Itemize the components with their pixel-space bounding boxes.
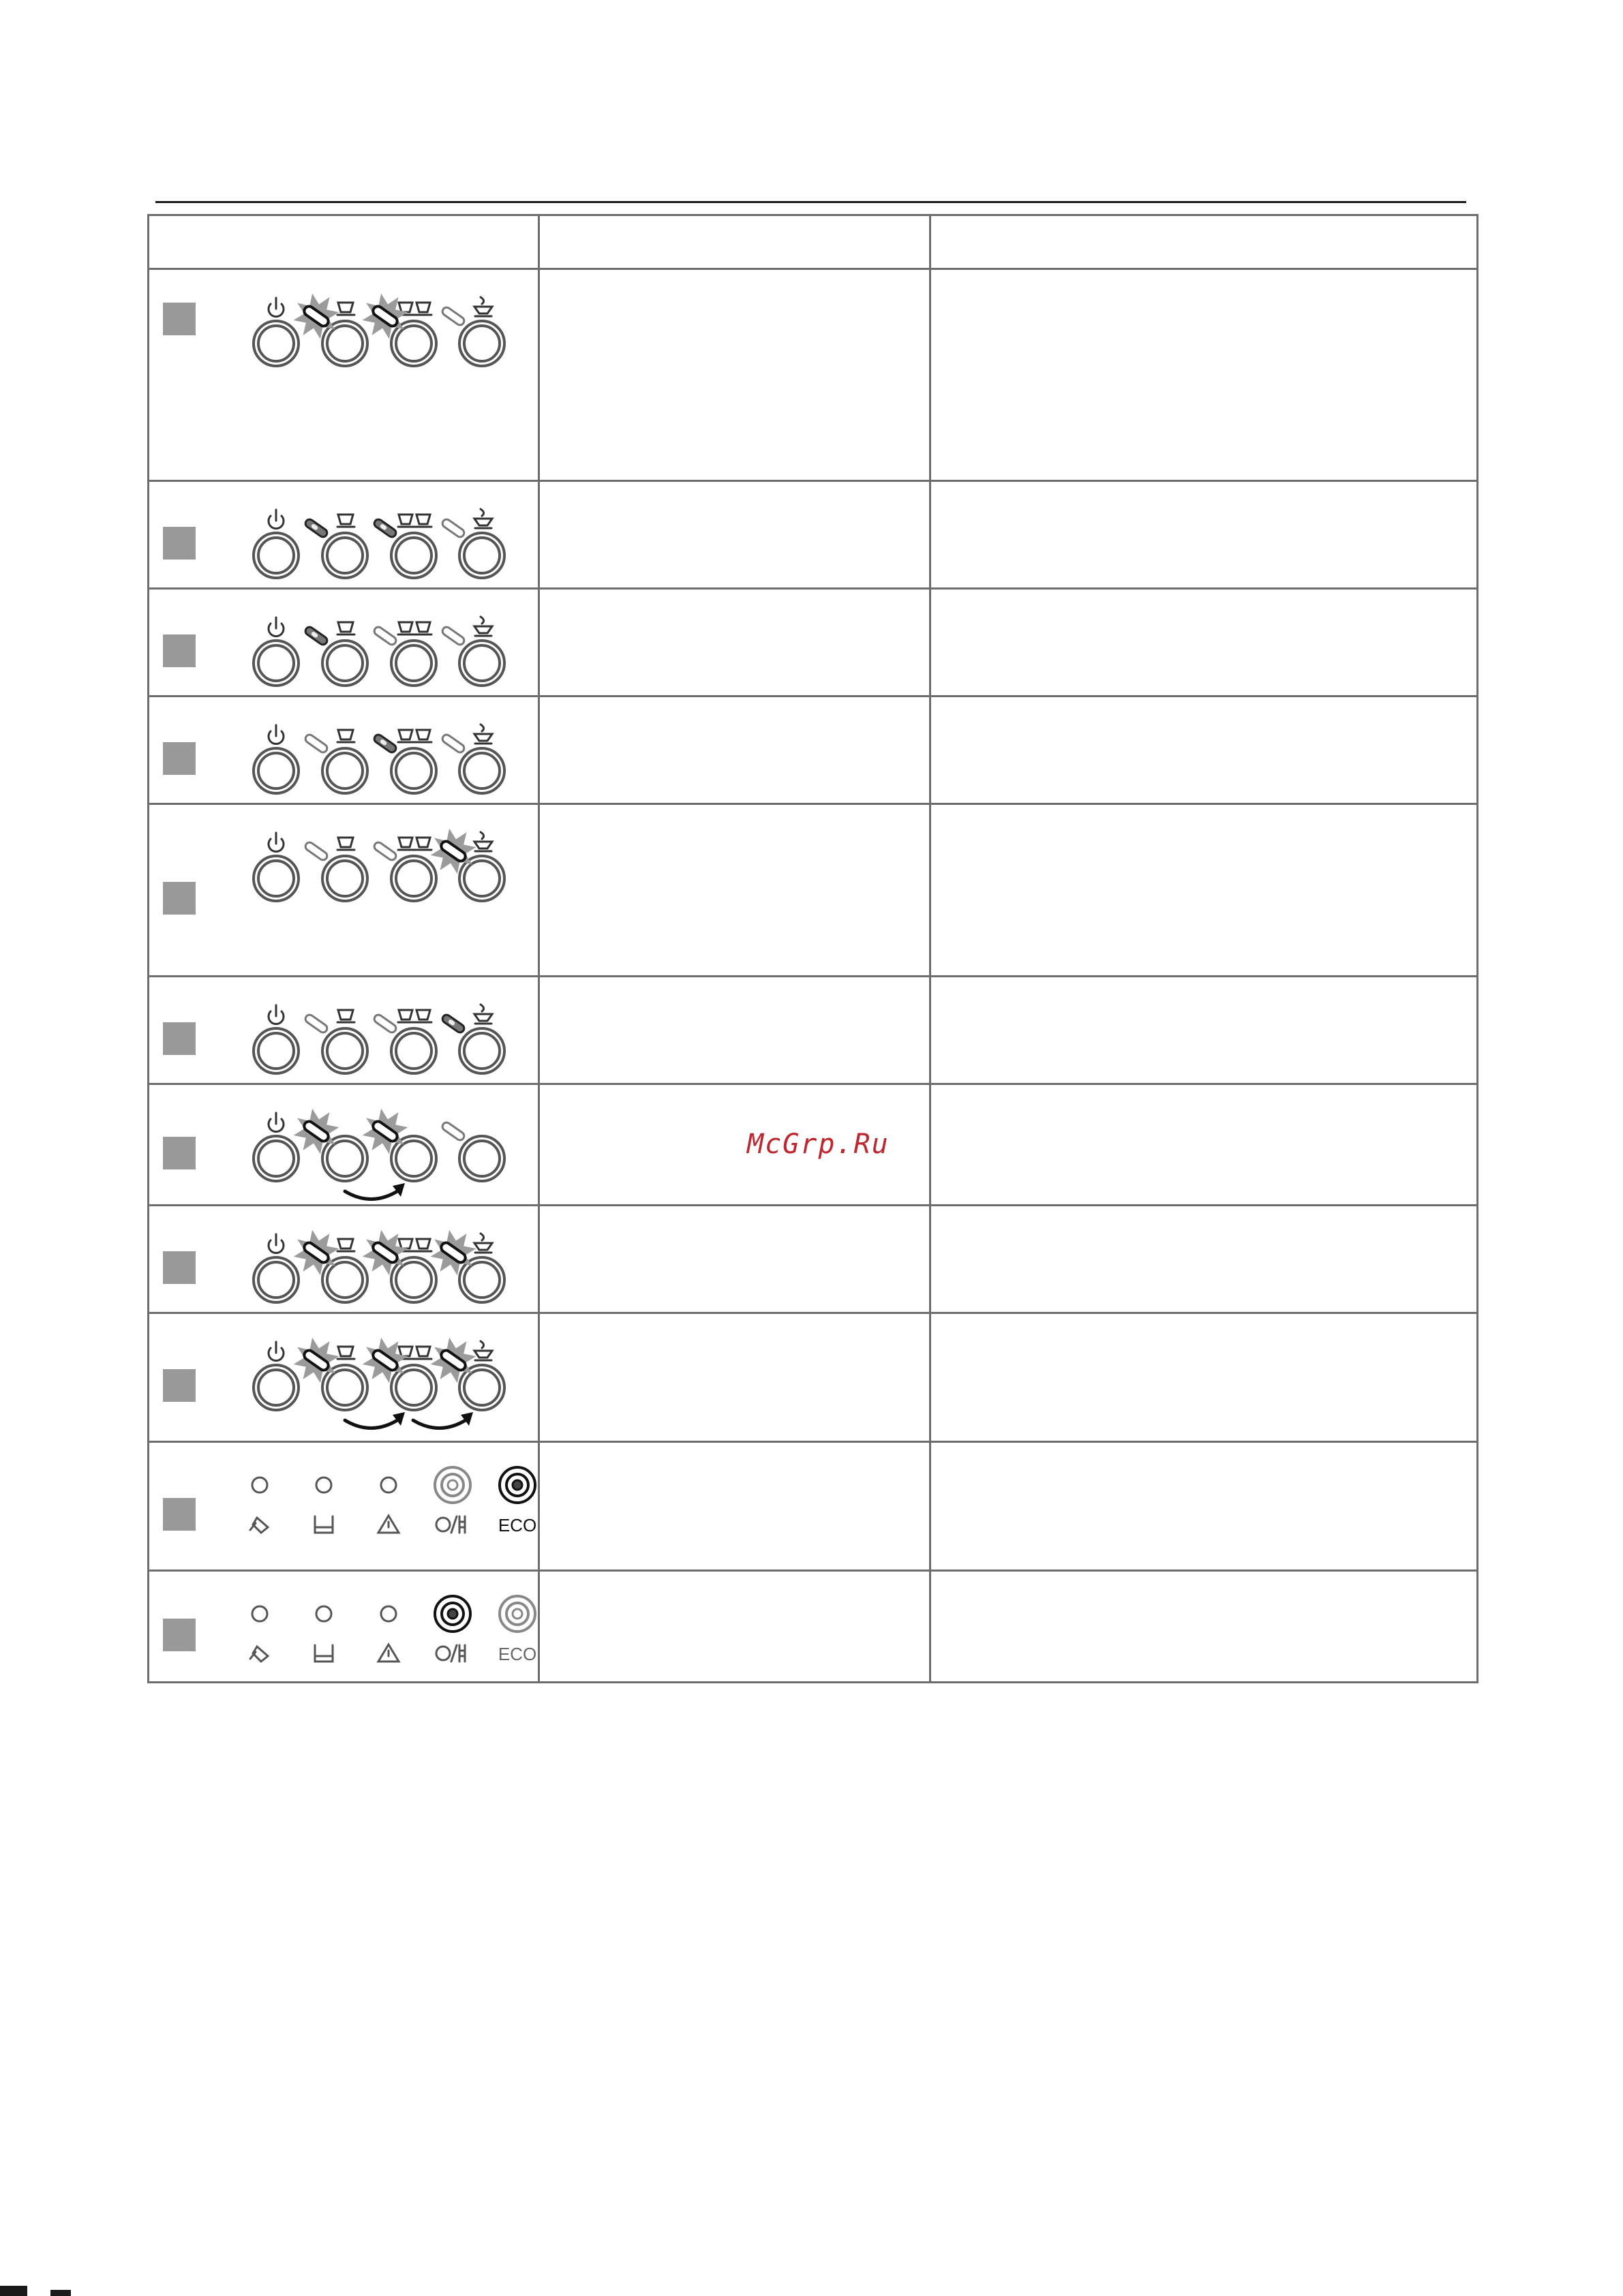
steam-icon [474, 297, 492, 316]
steam-wisp [481, 832, 484, 839]
status-cell [539, 589, 930, 697]
steam-wisp [481, 1005, 484, 1011]
header-cell-meaning [539, 215, 930, 269]
single-cup-icon [337, 622, 354, 634]
cup-shape [338, 515, 353, 524]
cup-shape [338, 1239, 353, 1249]
single-cup-icon [337, 1239, 354, 1251]
cup-shape [399, 1347, 412, 1356]
single-cup-icon [337, 730, 354, 742]
control-panel-illustration [2, 482, 391, 587]
button-inner-ring [396, 326, 431, 361]
button-inner-ring [396, 538, 431, 573]
indicator-3 [381, 1478, 396, 1493]
button-inner-ring [258, 1141, 294, 1176]
button-inner-ring [327, 753, 363, 789]
indicator-dot [448, 1480, 457, 1490]
cup-shape [416, 622, 430, 632]
descale-disc [436, 1647, 450, 1660]
panel-button-1[interactable] [254, 1028, 299, 1073]
button-inner-ring [396, 1033, 431, 1069]
control-panel-illustration [2, 270, 391, 480]
indicator-lamp [252, 1606, 267, 1621]
cup-shape [474, 1351, 492, 1358]
control-panel-illustration [2, 805, 391, 975]
panel-button-1[interactable] [254, 748, 299, 793]
cup-shape [416, 730, 430, 739]
button-inner-ring [258, 1370, 294, 1405]
button-inner-ring [327, 1262, 363, 1298]
descale-slash [451, 1645, 457, 1662]
power-icon [269, 1005, 284, 1024]
cup-shape [474, 307, 492, 313]
table-row [149, 269, 1478, 481]
cup-shape [416, 1239, 430, 1249]
led-off [373, 626, 397, 646]
indicator-panel-illustration [2, 1572, 537, 1681]
button-inner-ring [258, 753, 294, 789]
cup-shape [399, 303, 412, 312]
led-bar [441, 733, 466, 754]
descale-slash [451, 1516, 457, 1533]
indicator-lamp [316, 1606, 331, 1621]
panel-button-3[interactable] [391, 748, 436, 793]
indicator-cell [149, 697, 539, 804]
double-cup-icon [398, 622, 431, 634]
table-row [149, 977, 1478, 1084]
button-inner-ring [258, 538, 294, 573]
power-icon [269, 1342, 284, 1361]
table-row [149, 697, 1478, 804]
descale-disc [436, 1518, 450, 1531]
status-cell [539, 1206, 930, 1313]
led-bar [373, 626, 397, 646]
steam-wisp [481, 509, 484, 516]
panel-button-1[interactable] [254, 1257, 299, 1302]
action-cell [930, 589, 1478, 697]
cup-shape [474, 626, 492, 633]
cup-shape [338, 1347, 353, 1356]
led-off [441, 306, 466, 326]
header-cell-indicator [149, 215, 539, 269]
indicator-4 [435, 1596, 470, 1632]
indicator-lamp [252, 1478, 267, 1493]
table-row [149, 589, 1478, 697]
double-cup-icon [398, 515, 431, 527]
indicator-cell [149, 1442, 539, 1571]
button-inner-ring [464, 861, 500, 896]
indicator-legend-table [147, 214, 1478, 1683]
sequence-arrow-icon [345, 1183, 405, 1199]
page-corner-mark [0, 2283, 75, 2296]
cup-shape [474, 842, 492, 848]
led-bar [441, 518, 466, 538]
led-off [304, 841, 329, 861]
cup-shape [338, 838, 353, 847]
led-on [441, 1013, 466, 1034]
button-inner-ring [464, 538, 500, 573]
single-cup-icon [337, 303, 354, 315]
button-inner-ring [327, 1033, 363, 1069]
steam-wisp [481, 297, 484, 304]
cup-shape [474, 1243, 492, 1250]
button-inner-ring [396, 753, 431, 789]
indicator-lamp [381, 1606, 396, 1621]
led-bar [441, 1121, 466, 1142]
status-cell [539, 269, 930, 481]
single-cup-icon [337, 1347, 354, 1359]
control-panel-illustration [2, 1206, 391, 1312]
double-cup-icon [398, 730, 431, 742]
eco-icon [498, 1644, 536, 1664]
cup-shape [416, 838, 430, 847]
tamper-icon [250, 1518, 268, 1533]
steam-wisp [481, 617, 484, 624]
power-icon [269, 617, 284, 637]
action-cell [930, 1571, 1478, 1683]
cup-shape [416, 1010, 430, 1020]
cup-shape [416, 515, 430, 524]
button-inner-ring [258, 326, 294, 361]
panel-button-2[interactable] [322, 856, 367, 901]
led-bar [441, 306, 466, 326]
indicator-cell [149, 269, 539, 481]
action-cell [930, 804, 1478, 977]
panel-button-1[interactable] [254, 856, 299, 901]
led-off [441, 1121, 466, 1142]
indicator-2 [316, 1478, 331, 1493]
button-inner-ring [327, 645, 363, 681]
status-cell [539, 804, 930, 977]
button-inner-ring [258, 645, 294, 681]
led-bar [304, 733, 329, 754]
panel-button-4[interactable] [459, 533, 504, 578]
steam-icon [474, 724, 492, 744]
panel-button-3[interactable] [391, 533, 436, 578]
sequence-arrow-icon [413, 1412, 473, 1428]
steam-wisp [481, 724, 484, 731]
led-on [373, 518, 397, 538]
button-inner-ring [258, 861, 294, 896]
cup-shape [399, 838, 412, 847]
cup-shape [416, 1347, 430, 1356]
cup-shape [399, 622, 412, 632]
panel-button-1[interactable] [254, 321, 299, 366]
led-bar [373, 841, 397, 861]
descale-icon [436, 1516, 465, 1533]
steam-icon [474, 617, 492, 636]
cup-shape [338, 730, 353, 739]
panel-button-3[interactable] [391, 641, 436, 686]
table-row [149, 1313, 1478, 1442]
led-off [304, 1013, 329, 1034]
power-icon [269, 1113, 284, 1132]
led-on [304, 518, 329, 538]
tamper-icon [250, 1647, 268, 1662]
drip-tray-icon [315, 1645, 333, 1662]
button-inner-ring [258, 1033, 294, 1069]
warning-icon [378, 1644, 399, 1662]
double-cup-icon [398, 838, 431, 850]
warning-icon [378, 1516, 399, 1533]
button-inner-ring [396, 645, 431, 681]
panel-button-1[interactable] [254, 533, 299, 578]
button-inner-ring [464, 1262, 500, 1298]
steam-wisp [481, 1341, 484, 1348]
sequence-arrow-icon [345, 1412, 405, 1428]
cup-shape [474, 519, 492, 525]
panel-button-4[interactable] [459, 1028, 504, 1073]
button-inner-ring [464, 753, 500, 789]
double-cup-icon [398, 1010, 431, 1022]
steam-wisp [481, 1234, 484, 1240]
led-off [441, 626, 466, 646]
indicator-5 [500, 1467, 535, 1503]
led-on [304, 626, 329, 646]
button-inner-ring [464, 645, 500, 681]
cup-shape [399, 1239, 412, 1249]
indicator-3 [381, 1606, 396, 1621]
indicator-cell [149, 1084, 539, 1206]
warning-shape [378, 1644, 399, 1662]
panel-button-2[interactable] [322, 533, 367, 578]
button-inner-ring [327, 1141, 363, 1176]
indicator-cell [149, 481, 539, 589]
arrow-shaft [413, 1419, 468, 1428]
panel-button-3[interactable] [391, 856, 436, 901]
control-panel-illustration [2, 977, 391, 1083]
led-on [373, 733, 397, 754]
panel-button-4[interactable] [459, 641, 504, 686]
descale-filter [459, 1645, 465, 1662]
action-cell [930, 1206, 1478, 1313]
panel-button-1[interactable] [254, 641, 299, 686]
steam-icon [474, 832, 492, 851]
led-bar [441, 626, 466, 646]
power-icon [269, 833, 284, 852]
table-row [149, 481, 1478, 589]
power-icon [269, 510, 284, 529]
arrow-shaft [345, 1190, 399, 1199]
indicator-cell [149, 804, 539, 977]
button-inner-ring [396, 1141, 431, 1176]
led-bar [304, 841, 329, 861]
status-cell [539, 1571, 930, 1683]
panel-button-4[interactable] [459, 1136, 504, 1181]
cup-shape [416, 303, 430, 312]
panel-button-2[interactable] [322, 641, 367, 686]
cup-shape [399, 515, 412, 524]
indicator-cell [149, 1313, 539, 1442]
power-icon [269, 725, 284, 744]
button-inner-ring [396, 861, 431, 896]
control-panel-illustration [2, 697, 391, 803]
button-inner-ring [327, 326, 363, 361]
indicator-cell [149, 589, 539, 697]
panel-button-2[interactable] [322, 1028, 367, 1073]
single-cup-icon [337, 838, 354, 850]
tamper-shape [250, 1518, 268, 1533]
cup-shape [399, 730, 412, 739]
table-header-row [149, 215, 1478, 269]
status-cell [539, 481, 930, 589]
indicator-dot [448, 1609, 457, 1619]
steam-icon [474, 1234, 492, 1253]
eco-label: ECO [498, 1644, 537, 1664]
steam-icon [474, 1005, 492, 1024]
action-cell [930, 269, 1478, 481]
led-off [373, 841, 397, 861]
indicator-5 [500, 1596, 535, 1632]
panel-button-1[interactable] [254, 1365, 299, 1410]
led-bar [373, 1013, 397, 1034]
cup-shape [338, 1010, 353, 1020]
action-cell [930, 977, 1478, 1084]
tamper-shape [250, 1647, 268, 1662]
panel-button-3[interactable] [391, 1028, 436, 1073]
status-cell [539, 1313, 930, 1442]
action-cell [930, 481, 1478, 589]
button-inner-ring [464, 1370, 500, 1405]
status-cell [539, 1442, 930, 1571]
drip-tray-icon [315, 1516, 333, 1533]
single-cup-icon [337, 1010, 354, 1022]
control-panel-illustration [2, 1085, 391, 1204]
indicator-dot [513, 1480, 522, 1490]
table-row [149, 1206, 1478, 1313]
tray-shape [315, 1516, 333, 1533]
action-cell [930, 697, 1478, 804]
indicator-panel-illustration [2, 1443, 537, 1570]
indicator-2 [316, 1606, 331, 1621]
panel-button-4[interactable] [459, 748, 504, 793]
descale-filter [459, 1516, 465, 1533]
power-icon [269, 1234, 284, 1253]
led-bar [304, 1013, 329, 1034]
button-inner-ring [327, 538, 363, 573]
indicator-cell [149, 1206, 539, 1313]
button-inner-ring [464, 326, 500, 361]
cup-shape [338, 622, 353, 632]
button-inner-ring [396, 1370, 431, 1405]
indicator-cell [149, 1571, 539, 1683]
led-off [441, 518, 466, 538]
button-inner-ring [258, 1262, 294, 1298]
led-off [373, 1013, 397, 1034]
arrow-shaft [345, 1419, 399, 1428]
indicator-4 [435, 1467, 470, 1503]
control-panel-illustration [2, 590, 391, 695]
indicator-dot [513, 1609, 522, 1619]
panel-button-4[interactable] [459, 321, 504, 366]
cup-shape [338, 303, 353, 312]
control-panel-illustration [2, 1314, 391, 1441]
eco-label: ECO [498, 1515, 537, 1535]
cup-shape [474, 734, 492, 741]
tray-shape [315, 1645, 333, 1662]
indicator-lamp [381, 1478, 396, 1493]
action-cell [930, 1313, 1478, 1442]
cup-shape [474, 1014, 492, 1021]
page-header-rule [155, 201, 1466, 203]
panel-button-2[interactable] [322, 748, 367, 793]
indicator-lamp [316, 1478, 331, 1493]
action-cell [930, 1084, 1478, 1206]
button-inner-ring [396, 1262, 431, 1298]
button-inner-ring [464, 1033, 500, 1069]
descale-icon [436, 1645, 465, 1662]
eco-icon [498, 1515, 536, 1535]
status-cell [539, 977, 930, 1084]
watermark: McGrp.Ru [747, 1129, 890, 1160]
button-inner-ring [464, 1141, 500, 1176]
indicator-1 [252, 1478, 267, 1493]
table-row [149, 1442, 1478, 1571]
steam-icon [474, 1341, 492, 1360]
steam-icon [474, 509, 492, 528]
action-cell [930, 1442, 1478, 1571]
power-icon [269, 298, 284, 317]
indicator-1 [252, 1606, 267, 1621]
panel-button-1[interactable] [254, 1136, 299, 1181]
button-inner-ring [327, 861, 363, 896]
button-inner-ring [327, 1370, 363, 1405]
led-off [304, 733, 329, 754]
table-row [149, 1571, 1478, 1683]
single-cup-icon [337, 515, 354, 527]
led-off [441, 733, 466, 754]
indicator-cell [149, 977, 539, 1084]
status-cell [539, 697, 930, 804]
table-row [149, 804, 1478, 977]
header-cell-action [930, 215, 1478, 269]
warning-shape [378, 1516, 399, 1533]
cup-shape [399, 1010, 412, 1020]
